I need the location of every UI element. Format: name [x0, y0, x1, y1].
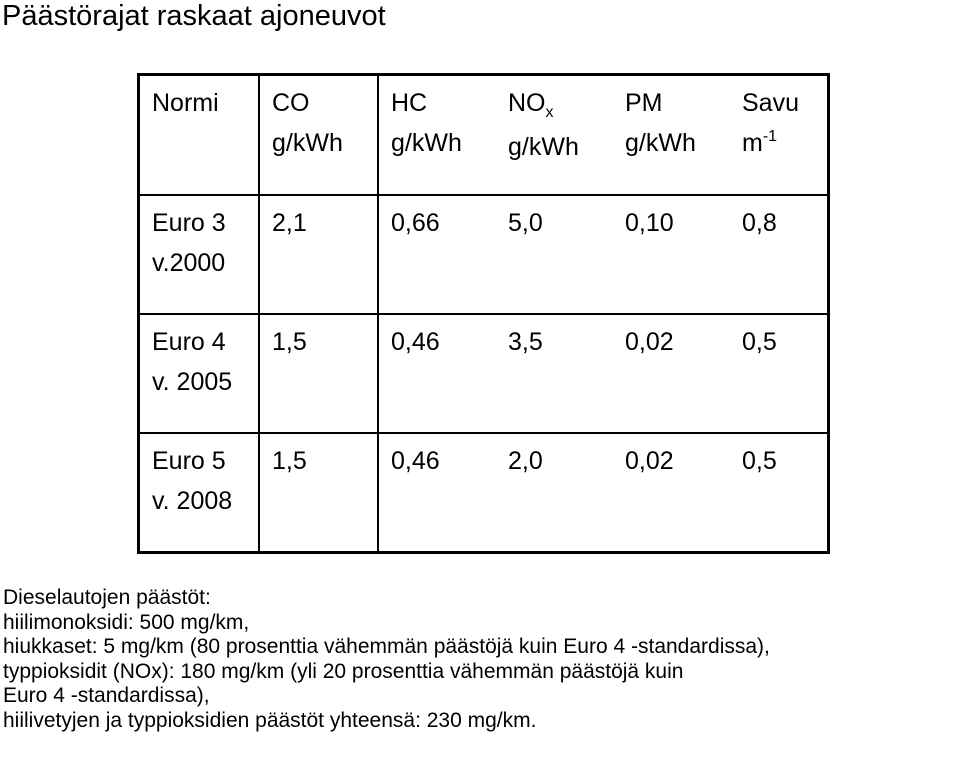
header-smoke-unit: m	[742, 129, 763, 157]
header-nox-name-wrap	[508, 83, 613, 127]
header-norm	[139, 75, 260, 196]
table-row	[139, 433, 829, 553]
notes-line: hiilivetyjen ja typpioksidien päästöt yhteensä: 230 mg/km.	[3, 708, 537, 732]
cell-smoke: 0,8	[730, 195, 829, 314]
header-nox-name: NO	[508, 89, 546, 117]
cell-co: 1,5	[259, 314, 378, 433]
cell-nox: 5,0	[496, 195, 613, 314]
header-co	[259, 75, 378, 196]
header-pm-unit: g/kWh	[625, 129, 696, 157]
header-co-name: CO	[272, 89, 310, 117]
cell-nox: 3,5	[496, 314, 613, 433]
cell-norm	[139, 433, 260, 553]
table-header-row	[139, 75, 829, 196]
norm-year: v. 2005	[152, 368, 233, 396]
header-norm-label: Normi	[152, 89, 219, 117]
header-nox-subscript: x	[545, 104, 554, 121]
cell-pm: 0,10	[613, 195, 730, 314]
cell-norm	[139, 195, 260, 314]
cell-hc: 0,46	[378, 433, 496, 553]
notes-block	[3, 586, 770, 733]
header-nox-unit: g/kWh	[508, 133, 579, 161]
cell-co: 1,5	[259, 433, 378, 553]
cell-hc: 0,46	[378, 314, 496, 433]
norm-year: v. 2008	[152, 487, 233, 515]
notes-heading: Dieselautojen päästöt:	[3, 586, 211, 609]
emission-limits-table	[137, 73, 830, 554]
cell-norm	[139, 314, 260, 433]
header-smoke-unit-wrap	[742, 123, 827, 167]
header-hc	[378, 75, 496, 196]
header-smoke-superscript: -1	[762, 128, 778, 145]
norm-year: v.2000	[152, 249, 226, 277]
header-nox	[496, 75, 613, 196]
page-title: Päästörajat raskaat ajoneuvot	[2, 0, 386, 32]
header-smoke-name: Savu	[742, 89, 799, 117]
cell-co: 2,1	[259, 195, 378, 314]
cell-smoke: 0,5	[730, 433, 829, 553]
header-pm	[613, 75, 730, 196]
notes-line: Euro 4 -standardissa),	[3, 684, 210, 707]
cell-smoke: 0,5	[730, 314, 829, 433]
notes-line: typpioksidit (NOx): 180 mg/km (yli 20 prosenttia vähemmän päästöjä kuin	[3, 659, 684, 683]
norm-name: Euro 3	[152, 209, 226, 237]
cell-hc: 0,66	[378, 195, 496, 314]
header-hc-name: HC	[391, 89, 428, 117]
header-co-unit: g/kWh	[272, 129, 343, 157]
cell-nox: 2,0	[496, 433, 613, 553]
header-pm-name: PM	[625, 89, 663, 117]
norm-name: Euro 5	[152, 447, 226, 475]
header-hc-unit: g/kWh	[391, 129, 462, 157]
norm-name: Euro 4	[152, 328, 226, 356]
cell-pm: 0,02	[613, 314, 730, 433]
notes-line: hiukkaset: 5 mg/km (80 prosenttia vähemmän päästöjä kuin Euro 4 -standardissa),	[3, 635, 770, 658]
table-row	[139, 195, 829, 314]
table-row	[139, 314, 829, 433]
notes-line: hiilimonoksidi: 500 mg/km,	[3, 610, 250, 634]
cell-pm: 0,02	[613, 433, 730, 553]
header-smoke	[730, 75, 829, 196]
